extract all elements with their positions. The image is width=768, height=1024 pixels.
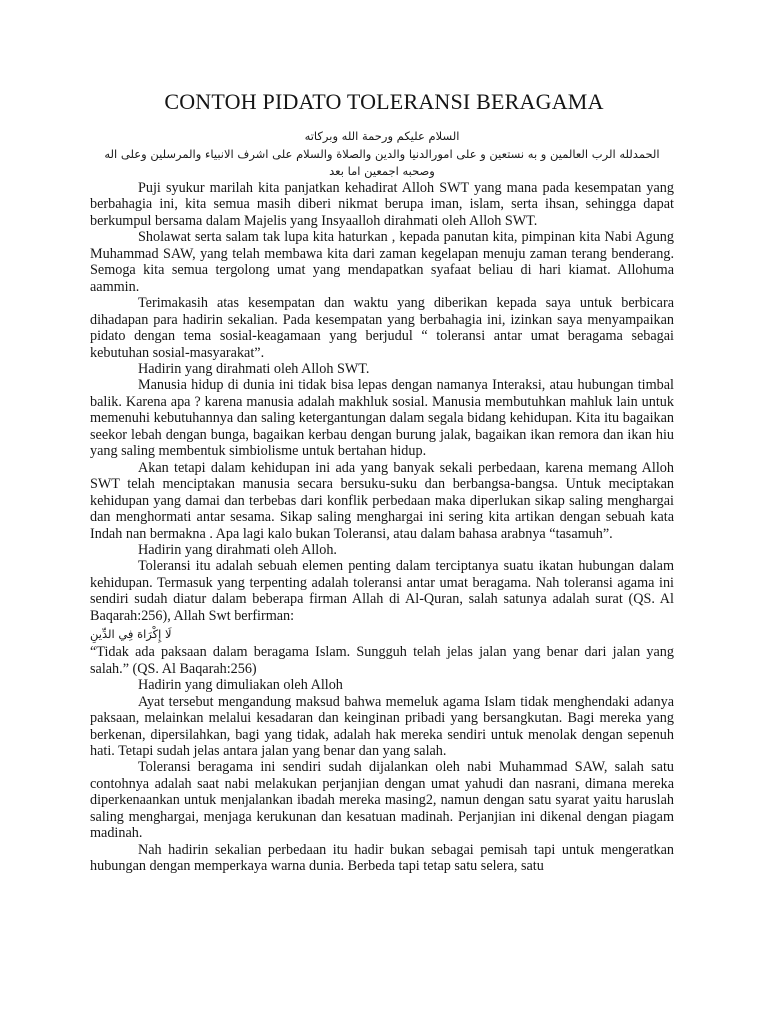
paragraph: Akan tetapi dalam kehidupan ini ada yang banyak sekali perbedaan, karena memang Alloh SWT telah menciptakan manusia secara bersuku-suku dan berbangsa-bangsa. Untuk meciptakan kehidupan yang damai dan terbebas dari konflik perbedaan maka diperlukan sikap saling menghargai dan menghormati antar sesama. Sikap saling menghargai ini sering kita artikan dengan sebuah kata Indah nan bermakna . Apa lagi kalo bukan Toleransi, atau dalam bahasa arabnya “tasamuh”. [90,459,674,542]
page-title: CONTOH PIDATO TOLERANSI BERAGAMA [164,89,604,114]
paragraph: Hadirin yang dimuliakan oleh Alloh [138,677,343,694]
paragraph: Hadirin yang dirahmati oleh Alloh. [138,541,337,558]
paragraph: Toleransi beragama ini sendiri sudah dijalankan oleh nabi Muhammad SAW, salah satu contohnya adalah saat nabi melakukan perjanjian dengan umat yahudi dan nasrani, dimana mereka diperkenaankan untuk menjalankan ibadah mereka masing2, namun dengan satu syarat yaitu haruslah saling menghargai, menjaga kerukunan dan kesatuan madinah. Perjanjian ini dikenal dengan piagam madinah. [90,759,674,842]
arabic-opening-praise: الحمدلله الرب العالمين و به نستعين و على امورالدنيا والدين والصلاة والسلام على اشرف الانبياء والمرسلين وعلى اله وصحبه اجمعين اما بعد [104,147,660,178]
paragraph: Nah hadirin sekalian perbedaan itu hadir bukan sebagai pemisah tapi untuk mengeratkan hubungan dengan memperkaya warna dunia. Berbeda tapi tetap satu selera, satu [90,841,674,875]
speech-body [90,180,674,875]
paragraph: Manusia hidup di dunia ini tidak bisa lepas dengan namanya Interaksi, atau hubungan timbal balik. Karena apa ? karena manusia adalah makhluk sosial. Manusia membutuhkan mahluk lain untuk memenuhi kebutuhannya dan saling ketergantungan dalam segala bidang kehidupan. Kita itu bagaikan seekor lebah dengan bunga, bagaikan kerbau dengan burung jalak, bagaikan ikan remora dan ikan hiu yang saling membentuk simbiolisme untuk bertahan hidup. [90,377,674,460]
paragraph: Puji syukur marilah kita panjatkan kehadirat Alloh SWT yang mana pada kesempatan yang berbahagia ini, kita semua masih diberi nikmat berupa iman, islam, serta ihsan, sehingga dapat berkumpul bersama dalam Majelis yang Insyaalloh dirahmati oleh Alloh SWT. [90,180,674,229]
paragraph: Sholawat serta salam tak lupa kita haturkan , kepada panutan kita, pimpinan kita Nabi Agung Muhammad SAW, yang telah membawa kita dari zaman kegelapan menuju zaman terang benderang. Semoga kita semua tergolong umat yang mendapatkan syafaat beliau di hari kiamat. Allohuma aammin. [90,229,674,295]
verse-translation: “Tidak ada paksaan dalam beragama Islam. Sungguh telah jelas jalan yang benar dari jalan yang salah.” (QS. Al Baqarah:256) [90,644,674,677]
paragraph: Ayat tersebut mengandung maksud bahwa memeluk agama Islam tidak menghendaki adanya paksaan, melainkan melalui kesadaran dan keinginan pribadi yang bersangkutan. Bagi mereka yang berkenan, dipersilahkan, bagi yang tidak, adalah hak mereka sendiri untuk menolak dengan sepenuh hati. Tetapi sudah jelas antara jalan yang benar dan yang salah. [90,693,674,759]
paragraph: Terimakasih atas kesempatan dan waktu yang diberikan kepada saya untuk berbicara dihadapan para hadirin sekalian. Pada kesempatan yang berbahagia ini, izinkan saya menyampaikan pidato dengan tema sosial-keagamaan yang berjudul “ toleransi antar umat beragama sebagai kebutuhan sosial-masyarakat”. [90,295,674,361]
arabic-greeting: السلام عليكم ورحمة الله وبركاته [304,129,460,143]
paragraph: Hadirin yang dirahmati oleh Alloh SWT. [138,360,370,377]
paragraph: Toleransi itu adalah sebuah elemen penting dalam terciptanya suatu ikatan hubungan dalam kehidupan. Termasuk yang terpenting adalah toleransi antar umat beragama. Nah toleransi agama ini sendiri sudah diatur dalam beberapa firman Allah di Al-Quran, salah satunya adalah surat (QS. Al Baqarah:256), Allah Swt berfirman: [90,558,674,624]
quran-verse-arabic: لَا إِكْرَاهَ فِي الدِّينِ [90,627,172,642]
